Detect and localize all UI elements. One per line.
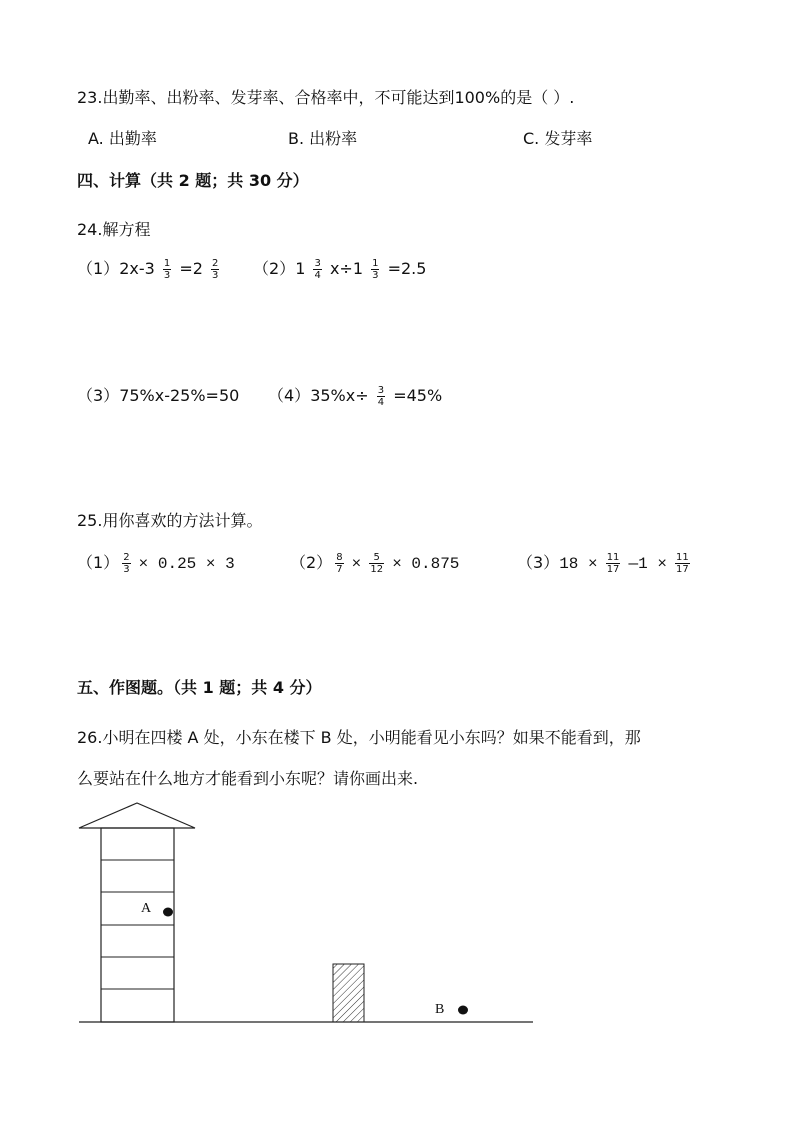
obstacle-wall xyxy=(333,964,364,1022)
expr-part: 75%x-25%=50 xyxy=(119,386,240,405)
fraction: $\frac{11}{17}$ xyxy=(606,552,620,575)
problem-label: （3） xyxy=(517,553,560,572)
section-4-title: 四、计算（共 2 题；共 30 分） xyxy=(77,171,309,190)
q23-stem: 23.出勤率、出粉率、发芽率、合格率中，不可能达到100%的是（ ）. xyxy=(77,88,575,107)
point-a-label: A xyxy=(141,901,152,916)
problem-label: （1） xyxy=(77,259,120,278)
floor-lines xyxy=(101,860,174,989)
q26-text-line-2: 么要站在什么地方才能看到小东呢？请你画出来. xyxy=(77,769,419,788)
fraction: $\frac{11}{17}$ xyxy=(676,552,689,575)
problem-label: （3） xyxy=(77,386,120,405)
q23-option-c[interactable]: C. 发芽率 xyxy=(523,129,593,148)
fraction: $\frac{5}{12}$ xyxy=(370,552,384,575)
fraction: $\frac{8}{7}$ xyxy=(336,552,343,575)
fraction: $\frac{3}{4}$ xyxy=(314,258,321,281)
expr-part: x÷1 xyxy=(329,259,363,278)
expr-part: 35%x÷ xyxy=(310,386,369,405)
expr-part: × 0.25 × 3 xyxy=(138,555,235,573)
point-b-dot xyxy=(458,1006,468,1015)
expr-part: 1 xyxy=(295,259,306,278)
q25-title: 25.用你喜欢的方法计算。 xyxy=(77,511,263,530)
fraction: $\frac{1}{3}$ xyxy=(163,258,171,281)
fraction: $\frac{2}{3}$ xyxy=(212,258,219,281)
q23-option-a[interactable]: A. 出勤率 xyxy=(88,129,157,148)
expr-part: =45% xyxy=(393,386,443,405)
problem-label: （4） xyxy=(268,386,311,405)
building-roof xyxy=(79,803,195,828)
q24-title: 24.解方程 xyxy=(77,220,151,239)
problem-label: （1） xyxy=(77,553,120,572)
expr-part: × xyxy=(351,555,362,573)
fraction: $\frac{2}{3}$ xyxy=(123,552,130,575)
section-5-title: 五、作图题。（共 1 题；共 4 分） xyxy=(77,678,322,697)
expr-part: 2x-3 xyxy=(119,259,155,278)
expr-part: =2 xyxy=(179,259,203,278)
expr-part: 18 × xyxy=(559,555,598,573)
expr-part: =2.5 xyxy=(387,259,427,278)
expr-part: —1 × xyxy=(628,555,667,573)
expr-part: × 0.875 xyxy=(392,555,460,573)
point-b-label: B xyxy=(435,1002,445,1017)
fraction: $\frac{3}{4}$ xyxy=(377,385,385,408)
fraction: $\frac{1}{3}$ xyxy=(372,258,379,281)
q26-text-line-1: 26.小明在四楼 A 处，小东在楼下 B 处，小明能看见小东吗？如果不能看到，那 xyxy=(77,728,641,747)
problem-label: （2） xyxy=(290,553,333,572)
problem-label: （2） xyxy=(253,259,296,278)
point-a-dot xyxy=(163,908,173,917)
q23-option-b[interactable]: B. 出粉率 xyxy=(288,129,358,148)
